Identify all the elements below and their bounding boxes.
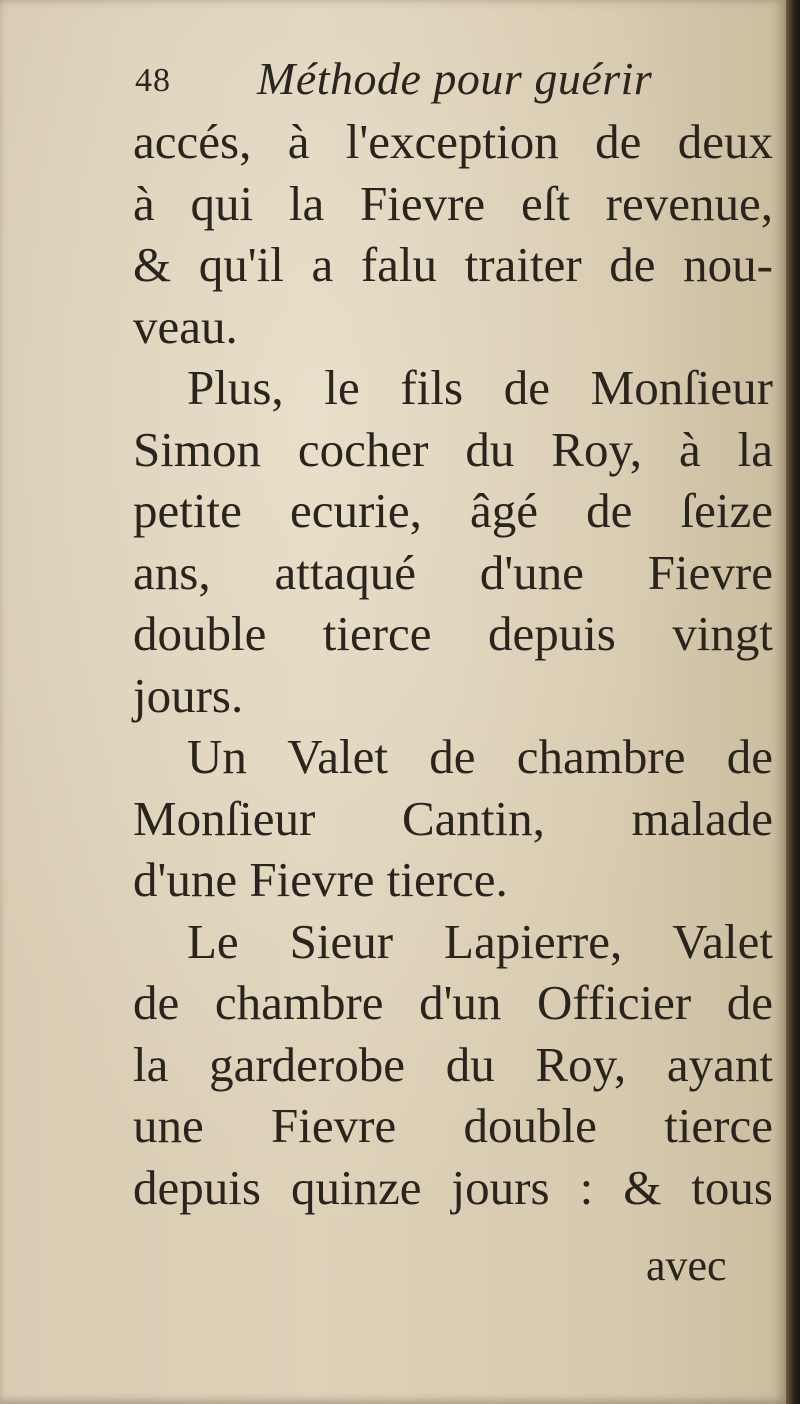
text-line: petite ecurie, âgé de ſeize — [133, 483, 773, 538]
text-line: d'une Fievre tierce. — [133, 852, 508, 907]
text-line: à qui la Fievre eſt revenue, — [133, 175, 773, 231]
text-line: double tierce depuis vingt — [133, 606, 773, 661]
page-number: 48 — [135, 62, 171, 99]
text-line: depuis quinze jours : & tous — [133, 1159, 773, 1215]
running-title: Méthode pour guérir — [257, 53, 653, 104]
text-line: ans, attaqué d'une Fievre — [133, 544, 773, 600]
paragraph-start-line: Un Valet de chambre de — [187, 729, 773, 784]
text-line: Simon cocher du Roy, à la — [133, 421, 773, 477]
text-line: de chambre d'un Officier de — [133, 975, 773, 1030]
book-binding-edge — [786, 0, 800, 1404]
page-header — [135, 44, 775, 104]
text-line: accés, à l'exception de deux — [133, 114, 773, 169]
text-line: veau. — [133, 298, 238, 354]
text-line: une Fievre double tierce — [133, 1098, 773, 1153]
paragraph-start-line: Plus, le fils de Monſieur — [187, 360, 773, 415]
text-line: Monſieur Cantin, malade — [133, 790, 773, 846]
text-line: & qu'il a falu traiter de nou- — [133, 237, 773, 292]
text-line: jours. — [133, 667, 244, 723]
text-line: la garderobe du Roy, ayant — [133, 1036, 773, 1092]
catchword: avec — [646, 1241, 727, 1290]
paragraph-start-line: Le Sieur Lapierre, Valet — [187, 913, 773, 969]
body-text — [133, 111, 773, 1218]
